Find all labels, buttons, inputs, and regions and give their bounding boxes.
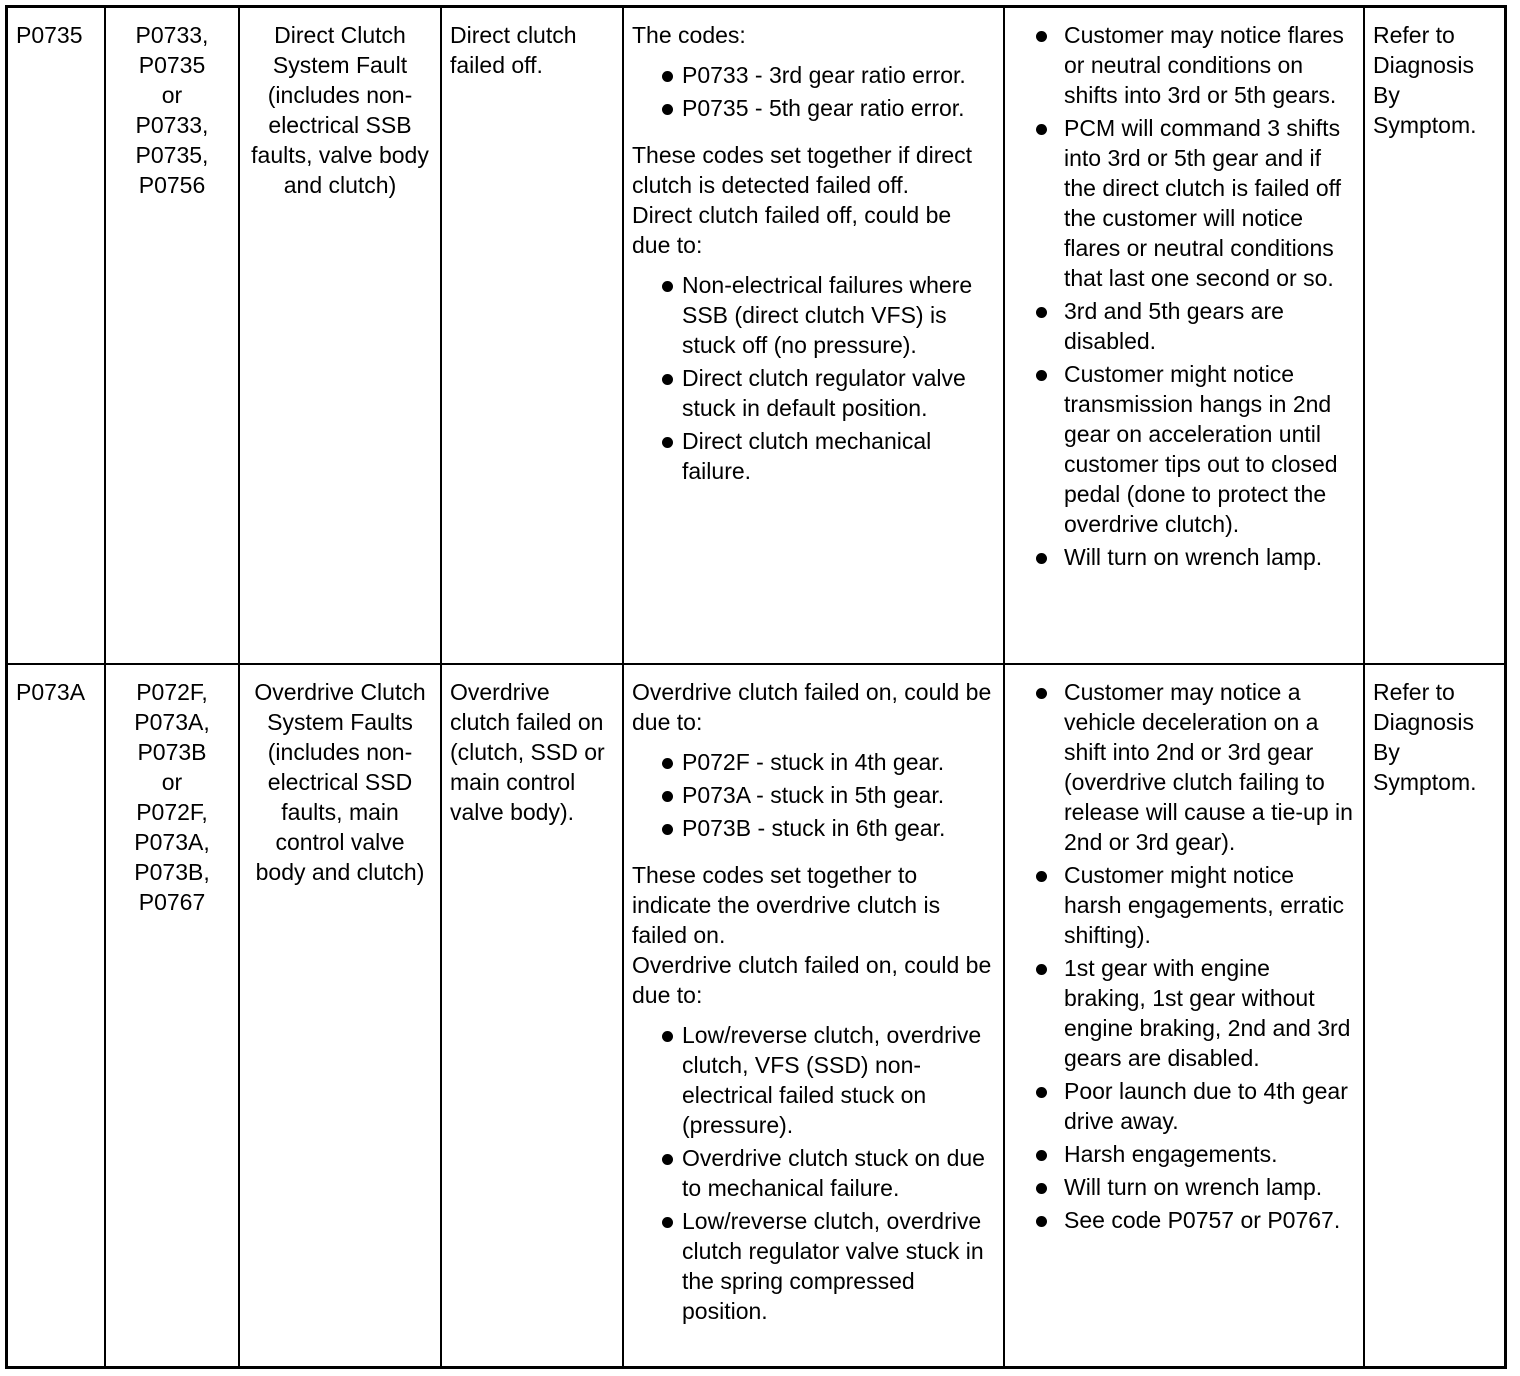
related-code: or [161,82,183,108]
list-item: Will turn on wrench lamp. [1013,542,1355,572]
list-item: 1st gear with engine braking, 1st gear without engine braking, 2nd and 3rd gears are disabled. [1013,953,1355,1073]
related-code: P072F, [136,679,208,705]
effects-list [1013,677,1355,1235]
action-text: Refer to Diagnosis By Symptom. [1373,22,1477,138]
list-item: P0735 - 5th gear ratio error. [642,93,995,123]
failure-mode: Direct clutch failed off. [450,22,577,78]
fault-description: Direct Clutch System Fault (includes non-electrical SSB faults, valve body and clutch) [251,22,429,198]
list-item: Customer may notice flares or neutral conditions on shifts into 3rd or 5th gears. [1013,20,1355,110]
table-row [8,8,1504,664]
related-codes-cell [105,8,239,664]
cause-cell [623,8,1004,664]
action-text: Refer to Diagnosis By Symptom. [1373,679,1477,795]
list-item: Harsh engagements. [1013,1139,1355,1169]
list-item: Will turn on wrench lamp. [1013,1172,1355,1202]
related-code: P0767 [138,889,206,915]
list-item: 3rd and 5th gears are disabled. [1013,296,1355,356]
dtc-table [8,8,1504,1366]
list-item: PCM will command 3 shifts into 3rd or 5th gear and if the direct clutch is failed off the customer will notice flares or neutral conditions that last one second or so. [1013,113,1355,293]
cause-paragraph: Direct clutch failed off, could be due to: [632,202,952,258]
cause-paragraph: Overdrive clutch failed on, could be due to: [632,952,992,1008]
related-code: P0756 [138,172,206,198]
cause-paragraph: These codes set together if direct clutch is detected failed off. [632,142,973,198]
cause-cell [623,664,1004,1366]
fault-description: Overdrive Clutch System Faults (includes non-electrical SSD faults, main control valve body and clutch) [254,679,426,885]
reason-list [642,1020,995,1326]
related-code: P0735 [138,52,206,78]
action-cell [1364,664,1504,1366]
description-cell [239,8,441,664]
dtc-table-frame [5,5,1507,1369]
action-cell [1364,8,1504,664]
list-item: Low/reverse clutch, overdrive clutch, VFS (SSD) non-electrical failed stuck on (pressure). [642,1020,995,1140]
failure-mode: Overdrive clutch failed on (clutch, SSD or main control valve body). [450,679,605,825]
effects-list [1013,20,1355,572]
related-code: P0735, [135,142,209,168]
list-item: Non-electrical failures where SSB (direct clutch VFS) is stuck off (no pressure). [642,270,995,360]
cause-paragraph: These codes set together to indicate the overdrive clutch is failed on. [632,862,941,948]
related-code: P0733, [135,22,209,48]
list-item: P072F - stuck in 4th gear. [642,747,995,777]
related-code: P073B [137,739,207,765]
list-item: Customer might notice harsh engagements, erratic shifting). [1013,860,1355,950]
list-item: P073A - stuck in 5th gear. [642,780,995,810]
related-code: P073A, [134,709,210,735]
list-item: Customer may notice a vehicle deceleration on a shift into 2nd or 3rd gear (overdrive clutch failing to release will cause a tie-up in 2nd or 3rd gear). [1013,677,1355,857]
list-item: See code P0757 or P0767. [1013,1205,1355,1235]
related-code: or [161,769,183,795]
list-item: Low/reverse clutch, overdrive clutch regulator valve stuck in the spring compressed position. [642,1206,995,1326]
list-item: Poor launch due to 4th gear drive away. [1013,1076,1355,1136]
related-code: P072F, [136,799,208,825]
related-code: P073A, [134,829,210,855]
related-code: P0733, [135,112,209,138]
dtc-code: P0735 [16,22,83,48]
effects-cell [1004,664,1364,1366]
table-row [8,664,1504,1366]
list-item: P073B - stuck in 6th gear. [642,813,995,843]
effects-cell [1004,8,1364,664]
cause-intro: The codes: [632,22,746,48]
code-list [642,60,995,123]
related-code: P073B, [134,859,210,885]
failure-mode-cell [441,664,623,1366]
code-list [642,747,995,843]
reason-list [642,270,995,486]
list-item: P0733 - 3rd gear ratio error. [642,60,995,90]
dtc-code-cell [8,664,105,1366]
list-item: Overdrive clutch stuck on due to mechanical failure. [642,1143,995,1203]
list-item: Customer might notice transmission hangs in 2nd gear on acceleration until customer tips out to closed pedal (done to protect the overdrive clutch). [1013,359,1355,539]
cause-intro: Overdrive clutch failed on, could be due to: [632,679,992,735]
list-item: Direct clutch mechanical failure. [642,426,995,486]
dtc-code: P073A [16,679,86,705]
failure-mode-cell [441,8,623,664]
list-item: Direct clutch regulator valve stuck in default position. [642,363,995,423]
related-codes-cell [105,664,239,1366]
description-cell [239,664,441,1366]
dtc-code-cell [8,8,105,664]
